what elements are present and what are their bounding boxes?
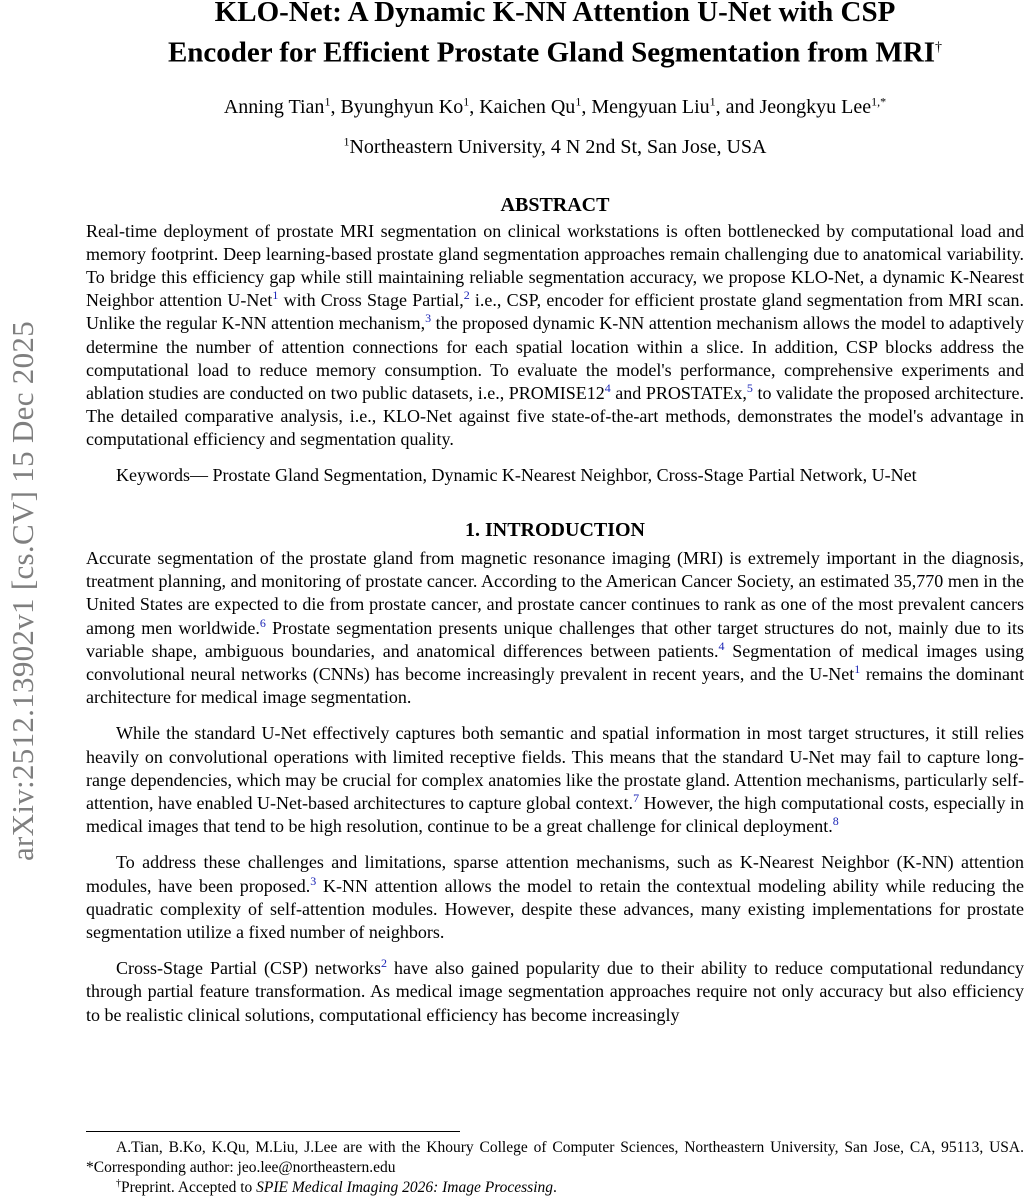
author-list: [86, 94, 1024, 120]
author: Mengyuan Liu$^1$, and: [591, 94, 760, 118]
citation-link[interactable]: 3: [310, 873, 317, 888]
citation-link[interactable]: 2: [381, 956, 388, 971]
citation-link[interactable]: 2: [463, 288, 470, 303]
title-line-2: [86, 30, 1024, 71]
citation-link[interactable]: 6: [259, 615, 266, 630]
introduction-heading: 1. INTRODUCTION: [464, 518, 646, 541]
paper-page: [86, 0, 1024, 1027]
title-dagger: †: [935, 40, 943, 55]
citation-link[interactable]: 1: [272, 288, 279, 303]
footnote-preprint: †Preprint. Accepted to SPIE Medical Imaging 2026: Image Processing.: [116, 1177, 557, 1196]
citation-link[interactable]: 4: [604, 381, 611, 396]
citation-link[interactable]: 4: [718, 638, 725, 653]
citation-link[interactable]: 3: [425, 311, 432, 326]
abstract-text: Real-time deployment of prostate MRI segmentation on clinical workstations is often bottlenecked by computational load and memory footprint. Deep learning-based prostate gland segmentation approaches remain challenging due to anatomical variability. To bridge this efficiency gap while still maintaining reliable segmentation accuracy, we propose KLO-Net, a dynamic K-Nearest Neighbor attention U-Net$^1$ with Cross Stage Partial,$^2$ i.e., CSP, encoder for efficient prostate gland segmentation from MRI scan. Unlike the regular K-NN attention mechanism,$^3$ the proposed dynamic K-NN attention mechanism allows the model to adaptively determine the number of attention connections for each spatial location within a slice. In addition, CSP blocks address the computational load to reduce memory consumption. To evaluate the model's performance, comprehensive experiments and ablation studies are conducted on two public datasets, i.e., PROMISE12$^4$ and PROSTATEx,$^5$ to validate the proposed architecture. The detailed comparative analysis, i.e., KLO-Net against five state-of-the-art methods, demonstrates the model's advantage in computational efficiency and segmentation quality.: [86, 220, 1025, 450]
footnotes: [86, 1138, 1024, 1198]
author: Kaichen Qu$^1$,: [479, 94, 592, 118]
title-line-1: KLO-Net: A Dynamic K-NN Attention U-Net with CSP: [214, 0, 896, 28]
paper-title: [86, 0, 1024, 71]
citation-link[interactable]: 7: [633, 790, 640, 805]
keywords: Keywords— Prostate Gland Segmentation, Dynamic K-Nearest Neighbor, Cross-Stage Partial Network, U-Net: [116, 464, 917, 485]
title-line-2-text: Encoder for Efficient Prostate Gland Segmentation from MRI: [167, 36, 936, 69]
footnote-authors: A.Tian, B.Ko, K.Qu, M.Liu, J.Lee are with the Khoury College of Computer Sciences, Northeastern University, San Jose, CA, 95113, USA. *Corresponding author: jeo.lee@northeastern.edu: [86, 1139, 1024, 1176]
citation-link[interactable]: 8: [832, 814, 839, 829]
intro-paragraph-4: Cross-Stage Partial (CSP) networks$^2$ have also gained popularity due to their ability to reduce computational redundancy through partial feature transformation. As medical image segmentation approaches require not only accuracy but also efficiency to be realistic clinical solutions, computational efficiency has become increasingly: [86, 956, 1024, 1025]
intro-paragraph-1: Accurate segmentation of the prostate gland from magnetic resonance imaging (MRI) is extremely important in the diagnosis, treatment planning, and monitoring of prostate cancer. According to the American Cancer Society, an estimated 35,770 men in the United States are expected to die from prostate cancer, and prostate cancer continues to rank as one of the most prevalent cancers among men worldwide.$^6$ Prostate segmentation presents unique challenges that other target structures do not, mainly due to its variable shape, ambiguous boundaries, and anatomical differences between patients.$^4$ Segmentation of medical images using convolutional neural networks (CNNs) has become increasingly prevalent in recent years, and the U-Net$^1$ remains the dominant architecture for medical image segmentation.: [86, 547, 1025, 708]
author: Byunghyun Ko$^1$,: [340, 94, 480, 118]
footnote-rule: [86, 1131, 460, 1132]
arxiv-identifier: arXiv:2512.13902v1 [cs.CV] 15 Dec 2025: [5, 320, 40, 862]
affiliation: $^1$Northeastern University, 4 N 2nd St, San Jose, USA: [343, 134, 767, 158]
intro-paragraph-3: To address these challenges and limitations, sparse attention mechanisms, such as K-Nearest Neighbor (K-NN) attention modules, have been proposed.$^3$ K-NN attention allows the model to retain the contextual modeling ability while reducing the quadratic complexity of self-attention modules. However, despite these advances, many existing implementations for prostate segmentation utilize a fixed number of neighbors.: [86, 852, 1024, 942]
intro-paragraph-2: While the standard U-Net effectively captures both semantic and spatial information in most target structures, it still relies heavily on convolutional operations with limited receptive fields. This means that the standard U-Net may fail to capture long-range dependencies, which may be crucial for complex anatomies like the prostate gland. Attention mechanisms, particularly self-attention, have enabled U-Net-based architectures to capture global context.$^7$ However, the high computational costs, especially in medical images that tend to be high resolution, continue to be a great challenge for clinical deployment.$^8$: [86, 723, 1024, 837]
citation-link[interactable]: 1: [854, 661, 861, 676]
author: Jeongkyu Lee$^{1,*}$: [759, 94, 887, 118]
author: Anning Tian$^1$,: [223, 94, 341, 118]
citation-link[interactable]: 5: [746, 381, 753, 396]
abstract-heading: ABSTRACT: [500, 193, 610, 216]
